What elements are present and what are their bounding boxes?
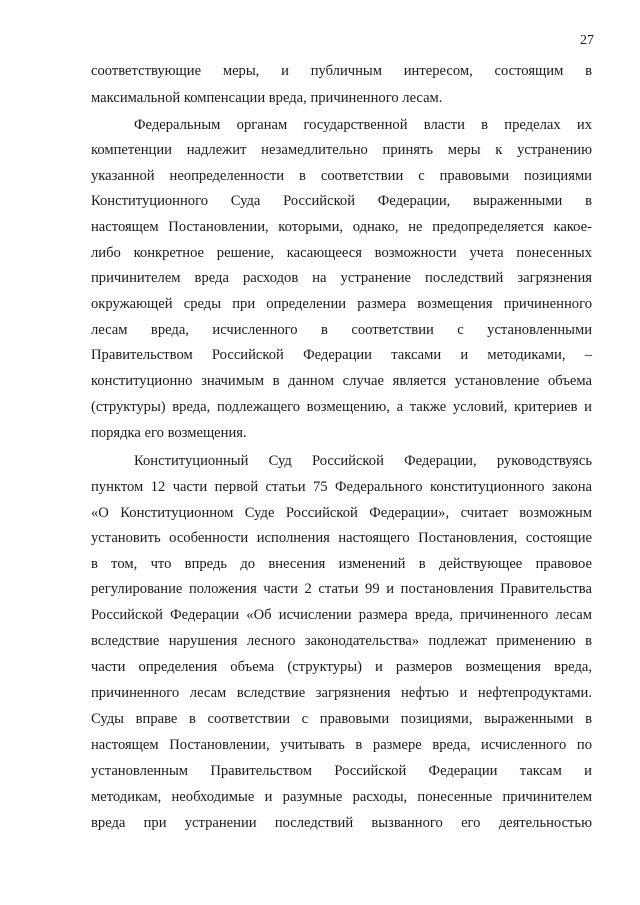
page-number: 27 <box>580 33 594 48</box>
text-line: вследствие нарушения лесного законодательства» подлежат применению в <box>91 633 592 649</box>
text-line: настоящем Постановлении, учитывать в размере вреда, исчисленного по <box>91 737 592 753</box>
text-line: лесам вреда, исчисленного в соответствии с установленными <box>91 322 592 338</box>
text-line: «О Конституционном Суде Российской Федерации», считает возможным <box>91 505 592 521</box>
text-line: конституционно значимым в данном случае является установление объема <box>91 373 592 389</box>
text-line: в том, что впредь до внесения изменений в действующее правовое <box>91 556 592 572</box>
text-line: причинителем вреда расходов на устранение последствий загрязнения <box>91 270 592 286</box>
text-line: установленным Правительством Российской Федерации таксам и <box>91 763 592 779</box>
text-line: пунктом 12 части первой статьи 75 Федерального конституционного закона <box>91 479 592 495</box>
text-line: либо конкретное решение, касающееся возможности учета понесенных <box>91 245 592 261</box>
text-line: регулирование положения части 2 статьи 99 и постановления Правительства <box>91 581 592 597</box>
paragraph-first-line: Федеральным органам государственной власти в пределах их <box>134 117 592 133</box>
text-line: окружающей среды при определении размера возмещения причиненного <box>91 296 592 312</box>
text-line: Суды вправе в соответствии с правовыми позициями, выраженными в <box>91 711 592 727</box>
paragraph-first-line: Конституционный Суд Российской Федерации, руководствуясь <box>134 453 592 469</box>
text-line: соответствующие меры, и публичным интересом, состоящим в <box>91 63 592 79</box>
text-line: максимальной компенсации вреда, причиненного лесам. <box>91 90 443 106</box>
text-line: компетенции надлежит незамедлительно принять меры к устранению <box>91 142 592 158</box>
text-line: настоящем Постановлении, которыми, однако, не предопределяется какое- <box>91 219 592 235</box>
text-line: Конституционного Суда Российской Федерации, выраженными в <box>91 193 592 209</box>
text-line: указанной неопределенности в соответствии с правовыми позициями <box>91 168 592 184</box>
text-line: методикам, необходимые и разумные расходы, понесенные причинителем <box>91 789 592 805</box>
text-line: установить особенности исполнения настоящего Постановления, состоящие <box>91 530 592 546</box>
text-line: вреда при устранении последствий вызванного его деятельностью <box>91 815 592 831</box>
text-line: причиненного лесам вследствие загрязнения нефтью и нефтепродуктами. <box>91 685 592 701</box>
text-line: части определения объема (структуры) и размеров возмещения вреда, <box>91 659 592 675</box>
text-line: (структуры) вреда, подлежащего возмещению, а также условий, критериев и <box>91 399 592 415</box>
text-line: порядка его возмещения. <box>91 425 247 441</box>
text-line: Правительством Российской Федерации таксами и методиками, – <box>91 347 592 363</box>
text-line: Российской Федерации «Об исчислении размера вреда, причиненного лесам <box>91 607 592 623</box>
